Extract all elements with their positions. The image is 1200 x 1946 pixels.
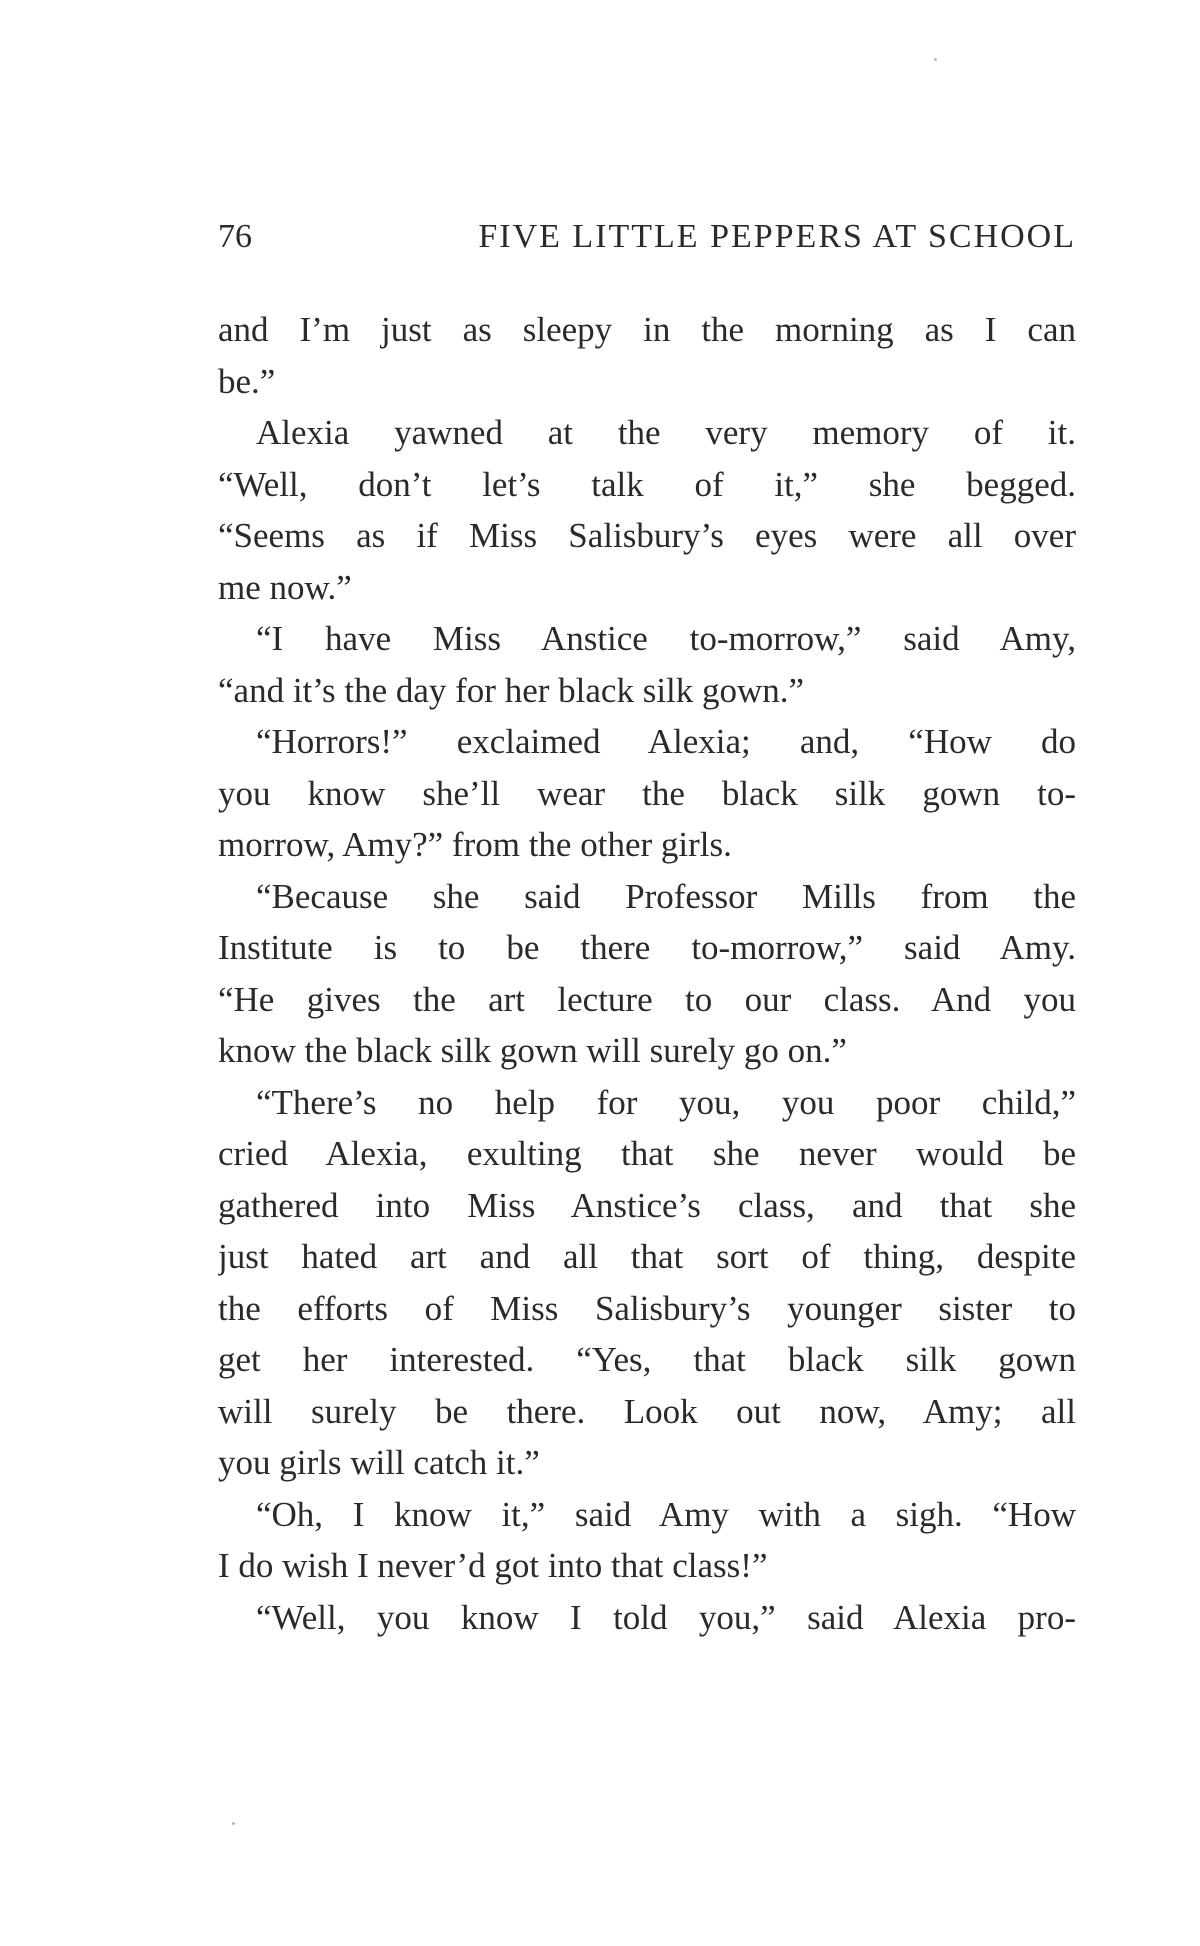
- text-line: you girls will catch it.”: [218, 1443, 540, 1482]
- text-line: you know she’ll wear the black silk gown to-: [218, 773, 1076, 813]
- paper-speck: [934, 58, 937, 61]
- body-text: [218, 304, 1076, 1643]
- text-line: Alexia yawned at the very memory of it.: [256, 413, 1076, 452]
- text-line: get her interested. “Yes, that black silk gown: [218, 1340, 1076, 1379]
- text-line: “Horrors!” exclaimed Alexia; and, “How do: [256, 722, 1076, 761]
- text-line: “Seems as if Miss Salisbury’s eyes were all over: [218, 516, 1076, 555]
- page-number: 76: [218, 218, 252, 255]
- text-line: just hated art and all that sort of thing, despite: [218, 1237, 1076, 1276]
- text-line: be.”: [218, 361, 276, 401]
- text-line: “He gives the art lecture to our class. And you: [218, 979, 1076, 1019]
- text-line: “Because she said Professor Mills from the: [256, 876, 1076, 916]
- text-line: “Oh, I know it,” said Amy with a sigh. “How: [256, 1494, 1076, 1534]
- text-line: “and it’s the day for her black silk gown.”: [218, 670, 805, 710]
- text-line: and I’m just as sleepy in the morning as I can: [218, 310, 1076, 349]
- text-line: Institute is to be there to-morrow,” said Amy.: [218, 928, 1076, 967]
- text-line: “There’s no help for you, you poor child,”: [256, 1082, 1076, 1122]
- running-head: [218, 218, 1076, 274]
- text-line: gathered into Miss Anstice’s class, and that she: [218, 1185, 1076, 1225]
- text-line: will surely be there. Look out now, Amy; all: [218, 1391, 1076, 1431]
- text-line: cried Alexia, exulting that she never would be: [218, 1134, 1076, 1173]
- paper-speck: [232, 1822, 235, 1825]
- text-line: me now.”: [218, 567, 352, 607]
- text-line: know the black silk gown will surely go on.”: [218, 1031, 847, 1070]
- text-line: “Well, don’t let’s talk of it,” she begged.: [218, 464, 1076, 504]
- running-title: FIVE LITTLE PEPPERS AT SCHOOL: [478, 218, 1076, 255]
- text-line: the efforts of Miss Salisbury’s younger sister to: [218, 1288, 1076, 1328]
- text-line: “I have Miss Anstice to-morrow,” said Amy,: [256, 619, 1076, 658]
- text-line: I do wish I never’d got into that class!”: [218, 1546, 768, 1585]
- text-line: morrow, Amy?” from the other girls.: [218, 825, 732, 864]
- text-line: “Well, you know I told you,” said Alexia pro-: [256, 1597, 1076, 1637]
